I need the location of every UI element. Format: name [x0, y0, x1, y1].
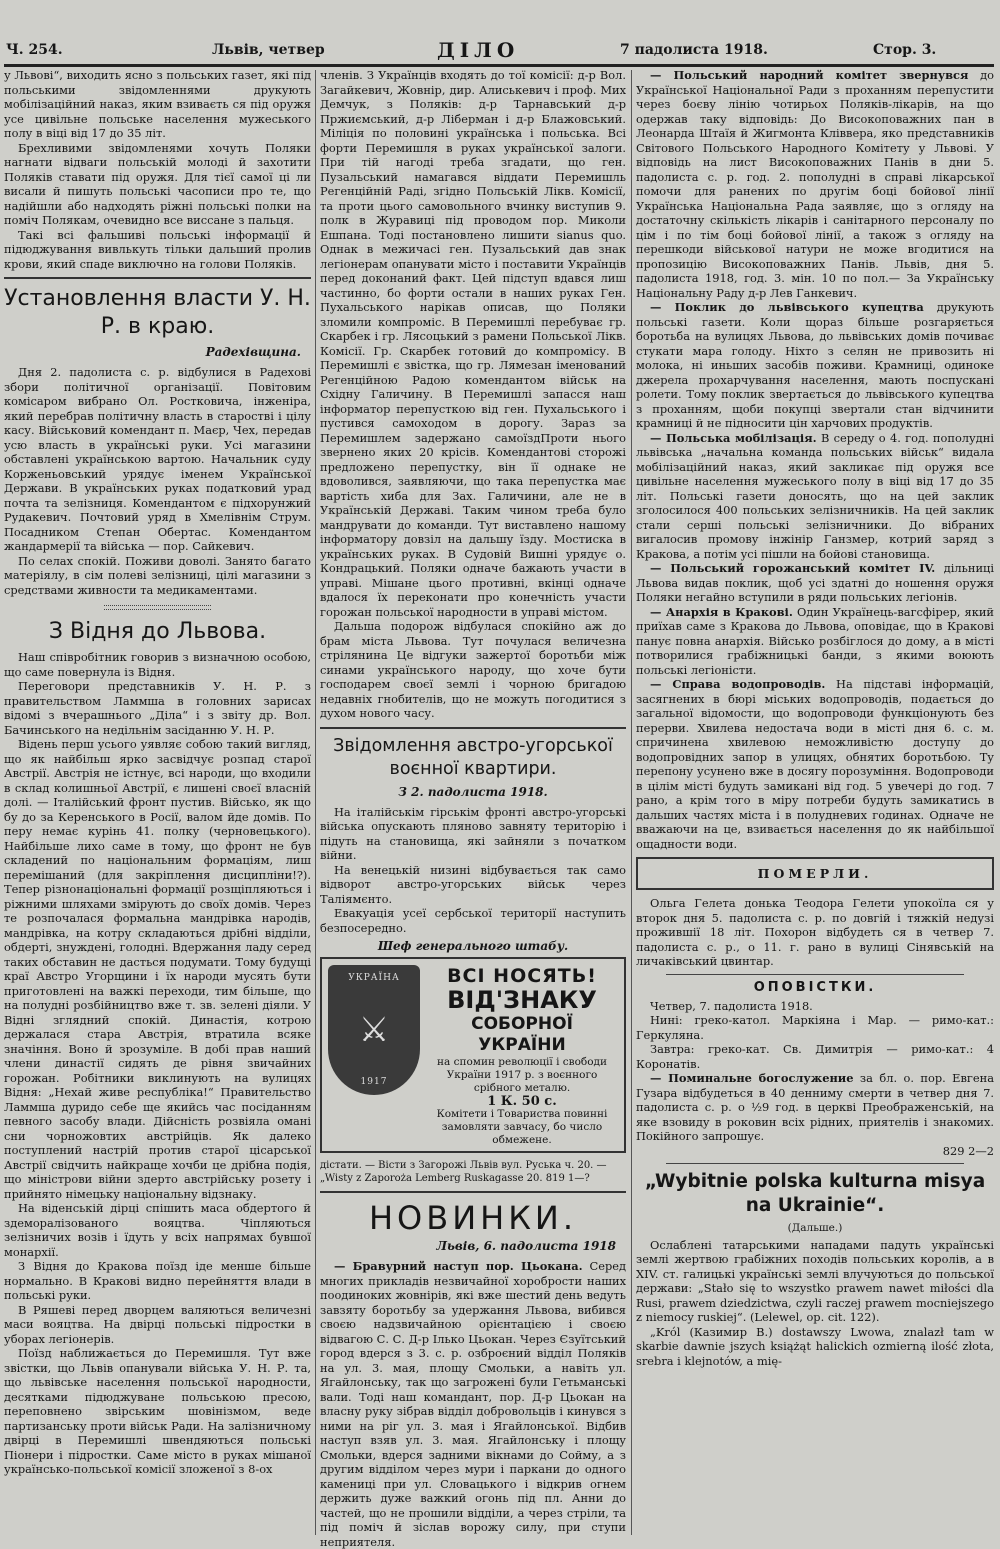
announcement-item: Нині: греко-катол. Маркіяна і Мар. — римо-кат.: Геркуляна.: [636, 1013, 994, 1042]
ad-text: [426, 965, 618, 1147]
news-item: [320, 1259, 626, 1549]
issue-number: Ч. 254.: [6, 42, 63, 58]
section-rule: [320, 727, 626, 729]
paragraph: Дня 2. падолиста с. р. відбулися в Радехові збори політичної організації. Повітовим комісаром вибрано Ол. Ростковича, інженіра, який перебрав політичну власть в старостві і цілу касу. Військовий комендант п. Маєр, Чех, передав усю власть в українські руки. Усі магазини обставлені українською вартою. Начальник суду Корженьовський урядує іменем Української Держави. В українських руках податковий урад почта та зелізниця. Комендантом є підхорунжий Рудакевич. Почтовий уряд в Хмелівнім Струм. Посадником Степан Обертас. Комендантом жандармерії та війська — пор. Сайкевич.: [4, 365, 311, 553]
news-item-text: дільниці Львова видав поклик, щоб усі здатні до ношення оружя Поляки негайно вступили в ряди польських легіонів.: [636, 561, 995, 604]
news-item-lead: — Польський народний комітет звернувся: [650, 68, 969, 82]
article-headline: Установлення власти У. Н. Р. в краю.: [4, 286, 311, 339]
ad-headline: СОБОРНОЇ УКРАЇНИ: [471, 1014, 573, 1055]
paragraph: „Król (Казимир В.) dostawszy Lwowa, znalazł tam w skarbie dawnie jszych książąt halickich ozmierną ilość złota, srebra i klejnotów, a mię-: [636, 1324, 994, 1368]
ad-price: 1 К. 50 с.: [487, 1094, 557, 1109]
newspaper-title: ДІЛО: [437, 38, 520, 62]
news-item: [636, 431, 994, 562]
masthead: [0, 0, 1000, 64]
paragraph: Переговори представників У. Н. Р. з правительством Ламмша в головних зарисах відомі з вчерашнього „Діла“ і з звіту др. Вол. Бачинського на недільнім засіданню У. Н. Р.: [4, 679, 311, 737]
news-item-lead: — Польська мобілізація.: [650, 430, 817, 445]
news-item-text: Один Українець-вагсфірер, який приїхав саме з Кракова до Львова, оповідає, що в Кракові панує повна анархія. Військо розбіглося до дому, а в місті потворилися грабіжницькі банди, з якими воюють польські легіоністи.: [636, 604, 995, 677]
city-day: Львів, четвер: [212, 42, 325, 58]
advertisement: [320, 957, 626, 1153]
obituary-text: Ольга Гелета донька Теодора Гелети упокоїла ся у второк дня 5. падолиста с. р. по довгій і тяжкій недузі прожившії 18 літ. Похорон відбудеть ся в четвер 7. падолиста с. р., о 11. г. рано в вулиці Сінявській на личаківський цвинтар.: [636, 896, 994, 968]
news-item: [636, 300, 994, 431]
news-item: [636, 605, 994, 678]
article-headline: „Wybitnie polska kulturna misya na Ukrainie“.: [644, 1170, 986, 1216]
paragraph: у Львові“, виходить ясно з польських газет, які під польськими звідомленнями друкують мобілізаційний наказ, яким взиваєть ся під оружя усе цивільне польське населення мужеського полу в віці від 17 до 35 літ.: [4, 68, 311, 140]
column-divider: [315, 70, 316, 1535]
news-item-text: друкують польські газети. Коли щораз більше розгаряється боротьба на вулицях Львова, до львівських домів почиває стукати мара голоду. Ніхто з селян не привозить ні молока, ні иньших засобів поживи. Крамниці, одиноке джерела прохарчування населення, мають поспускані ролети. Тому поклик звертається до львівського купецтва з проханням, щоби покупці звертали стан відчинити крамниці й не підносити цін харчових продуктів.: [636, 300, 994, 430]
paragraph: З Відня до Кракова поїзд іде менше більше нормально. В Кракові видно перейняття влади в польські руки.: [4, 1259, 311, 1302]
paragraph: По селах спокій. Поживи доволі. Занято багато матеріялу, в сім полеві зелізниці, цілі магазини з средствами живности та медикаментами.: [4, 553, 311, 597]
article-headline: З Відня до Львова.: [48, 619, 267, 644]
news-item-lead: — Поклик до львівського купецтва: [650, 300, 924, 314]
ornament-divider: [104, 605, 211, 610]
announcement-item: [636, 1071, 994, 1144]
announcement-text: за бл. о. пор. Евгена Гузара відбудеться в 40 денниму смерти в четвер дня 7. падолиста с. р. о ½9 год. в церкві Преображенській, на яке взовиду в роковин всіх рідних, приятелів і знакомих. Покійного запрошує.: [636, 1071, 994, 1143]
ad-description: Комітети і Товариства повинні замовляти завчасу, бо число обмежене.: [436, 1108, 608, 1146]
paragraph: В Ряшеві перед дворцем валяються величезні маси вояцтва. На двірці польські підростки в уборах легіонерів.: [4, 1302, 311, 1346]
obituary-header: ПОМЕРЛИ.: [636, 857, 994, 890]
paragraph: членів. З Українців входять до тої комісії: д-р Вол. Загайкевич, Жовнір, дир. Алиськевич і проф. Мих Демчук, з Поляків: д-р Тарнавський д-р Пржиємський, д-р Ліберман і д-р Блажовський. Міліція по половині українська і польська. Всі форти Перемишля в руках української залоги. При тій нагоді треба згадати, що ген. Пузальський намагався віддати Перемишль Регенційній Раді, згідно Польській Лікв. Комісії, та проти цього самовольного вчинку виступив 9. полк в Журавиці під проводом пор. Миколи Ешпана. Тоді постановлено лишити sianus quo. Однак в межичасі ген. Пузальський дав знак легіонерам опанувати місто і поставити Українців перед доконаний факт. Цей підступ вдався лиш частинно, бо форти остали в наших руках Ген. Пухальського нарікав описав, що Поляки зломили компроміс. В Перемишлі перебуває гр. Скарбек і гр. Лясоцький з рамени Польської Лікв. Комісії. Гр. Скарбек готовий до компромісу. В Перемишлі є звістка, що гр. Лямезан іменований Регенційною Радою комендантом військ на Східну Галичину. В Перемишлі запасся наш інформатор перепусткою від ген. Пухальського і пустився самоходом в дорогу. Зараз за Перемишлем задержано самоїздПроти нього звернено яких 20 крісів. Комендантові сторожі предложено перепустку, він її однаке не вдоволився, заявляючи, що така перепустка має вартість хиба для Зах. Галичини, але не в Українській Державі. Таким чином треба було мандрувати до команди. Тут виставлено нашому інформатору довзіл на дальшу їзду. Мостиска в українських руках. В Судовій Вишні урядує о. Кондрацький. Поляки одначе бажають участи в управі. Мішане цього противні, вкінці одначе вдалося їх переконати про конечність участи горожан польської народности в управі містом.: [320, 68, 626, 619]
news-item-text: до Української Національної Ради з проханням перепустити через боєву лінію чотирьох Поляків-лікарів, на що одержав таку відповідь: До Високоповажних пан в Леонарда Штаїя й Жигмонта Кліввера, яко представників Світового Польського Народного Комітету у Львові. У відповідь на лист Високоповажних Панів в дни 5. падолиста с. р. год. 2. пополудні в справі лікарської помочи для ранених по другім боці бойової лінії Українська Національна Рада заявляє, що з огляду на достаточну скількість лікарів і санітарного персоналу по цім і по тім боці бойової лінії, а також з огляду на перешкоди військової натури не може вгодитися на пропозицію Високоповажних Панів. Львів, дня 5. падолиста 1918, год. 3. мін. 10 по пол.— За Українську Національну Раду д-р Лев Ганкевич.: [636, 68, 994, 300]
ad-footer: „Wisty z Zaporoża Lemberg Ruskagasse 20. 819 1—?: [320, 1173, 590, 1184]
news-dateline: Львів, 6. падолиста 1918: [436, 1239, 616, 1253]
paragraph: Дальша подорож відбулася спокійно аж до брам міста Львова. Тут почулася величезна стрілянина Це відгуки зажертої боротьби між синами українського народу, що хоче бути господарем своєї землі і чорною бригадою недавніх гнобителів, що не можуть погодитися з духом нового часу.: [320, 619, 626, 720]
issue-date: 7 падолиста 1918.: [620, 42, 768, 58]
ad-headline: ВІД'ЗНАКУ: [447, 986, 597, 1014]
news-item-text: Серед многих прикладів незвичайної хоробрости наших поодиноких жовнірів, які вже шестий день ведуть завзяту боротьбу за удержання Львова, вибився своєю надзвичайною орієнтацією і своєю відвагою С. С. Д-р Ілько Цьокан. Через Єзуїтський город вдерся з 3. с. р. озброєний відділ Поляків на ул. 3. мая, площу Смольки, а навіть ул. Ягайлонську, так що загрожені були Гетьманські вали. Тоді наш командант, пор. Д-р Цьокан на власну руку зібрав відділ добровольців і кинувся з ними на ріг ул. 3. мая і Ягайлонської. Відбив наступ взяв ул. 3. мая. Ягайлонську і площу Смольки, вдерся задними вікнами до Сойму, а з другим відділом через мури і паркани до одного камениці при ул. Словацького і відкрив огнем держить дуже важкий огонь під пл. Анни до частей, що не прошили відділи, а через стріли, та під поміч й зіслав ворожу силу, при ступи неприятеля.: [320, 1259, 626, 1549]
news-item-lead: — Анархія в Кракові.: [650, 604, 793, 619]
ad-headline: ВСІ НОСЯТЬ!: [447, 965, 597, 987]
announcements-header: ОПОВІСТКИ.: [753, 979, 877, 995]
ad-description: на спомин революції і свободи України 1917 р. з воєнного срібного металю.: [437, 1056, 607, 1094]
paragraph: Поїзд наближається до Перемишля. Тут вже звістки, що Львів опанували війська У. Н. Р. та, що львівське населення польської народности, десятками підюджуване польською пресою, переповнено звірським шовінізмом, веде партизанську проти військ Ради. На залізничному двірці в Перемишлі швендяються польські Піонери і підростки. Саме місто в руках мішаної українсько-польської комісії зложеної з 8-ох: [4, 1346, 311, 1476]
paragraph: Евакуація усеї сербської території наступить безпосередно.: [320, 906, 626, 935]
article-headline: Звідомлення австро-угорської воєнної квартири.: [333, 735, 613, 779]
news-item-lead: — Бравурний наступ пор. Цьокана.: [334, 1259, 583, 1273]
paragraph: Наш співробітник говорив з визначною особою, що саме повернула із Відня.: [4, 650, 311, 679]
announcement-day: Четвер, 7. падолиста 1918.: [650, 998, 813, 1013]
news-item: [636, 68, 994, 300]
news-section-title: НОВИНКИ.: [368, 1199, 578, 1237]
news-item-lead: — Справа водопроводів.: [650, 677, 826, 691]
news-item: [636, 561, 994, 605]
column-2: [320, 68, 626, 1549]
page-number: Стор. 3.: [873, 42, 937, 58]
masthead-rule: [4, 64, 994, 67]
column-3: [636, 68, 994, 1537]
paragraph: На італійськім гірськім фронті австро-угорські війська опускають пляново завняту територію і підуть на становища, які зайняли з початком війни.: [320, 804, 626, 862]
news-item-lead: — Польський горожанський комітет IV.: [650, 561, 936, 575]
paragraph: Відень перш усього уявляє собою такий вигляд, що як найбільш ярко засвідчує розпад старої Австрії. Австрія не істнує, всі народи, що входили в склад колишньої Австрії, є лишені своєї власній долі. — Італійський фронт пустив. Військо, як що бу до за Керенського в Росії, валом йде домів. По перу немає курінь 41. полку (черновецького). Найбільше лихо саме в тому, що фронт не був складений по національним формаціям, лиш перемішаний (для закріплення дисципліни!?). Тепер різнонаціональні формації розщіпляються і ріжними шляхами змірують до своїх домів. Через те розпочалася формальна мандрівка народів, мандрівка, на котру складаються дрібні відділи, обдерті, знуждені, голодні. Вдержання ладу серед таких обставин не дасться подумати. Тому будущі краї Австро Угорщини і їх народи мусять бути приготовлені на важкі переходи, тим більше, що на полудні розбійництво вже т. зв. зелені діяли. У Відні зглядний спокій. Династія, котрою держалася стара Австрія, втратила всяке значіння. Воно й зрозуміле. В добі прав наший члени династії сидять де рівня звичайних горожан. Робітники виклинують на вулицях Відня: „Нехай живе республіка!“ Правительство Ламмша дуридо себе ще якийсь час посіданням певного засобу влади. Дійсність розвіяла омані сни чорножовтих австрійців. Як далеко поступлений настрій против старої цісарської Австрії свідчить найкраще хочби це дрібна подія, що міністрови війни здерто австрійську розету і прийнято німецьку національну відзнаку.: [4, 737, 311, 1201]
announcement-lead: — Поминальне богослужение: [650, 1071, 854, 1085]
section-rule: [320, 1191, 626, 1193]
section-rule: [666, 974, 964, 975]
signature: Шеф генерального штабу.: [377, 939, 569, 953]
article-dateline: З 2. падолиста 1918.: [398, 784, 548, 799]
news-item-text: В середу о 4. год. пополудні львівська „начальна команда польських військ“ видала мобілізаційний наказ, який закликає під оружя все цивільне населення мужеського полу в віці від 17 до 35 літ. Польські газети доносять, що на цей заклик зголосилося 400 польських зелізничників. На цей заклик стали серші польські зелізничники. До вібраних вигалосив промову інжінір Ганзмер, котрий заряд з Кракова, а потім усі пішли на бойові становища.: [636, 430, 994, 561]
news-item: [636, 677, 994, 851]
announcement-item: Завтра: греко-кат. Св. Димитрія — римо-кат.: 4 Коронатів.: [636, 1042, 994, 1071]
paragraph: Ослаблені татарськими нападами падуть українські землі жертвою грабіжних походів польських королів, а в XIV. ст. галицькі українські землі влучуються до польської держави: „Stało się to wszystko prawem nawet miłości dla Rusi, prawem dziedzictwa, czyli raczej prawem mocniejszego z niemocy ruskiej“. (Lelewel, op. cit. 122).: [636, 1237, 994, 1324]
paragraph: На віденській дірці спішить маса обдертого й здеморалізованого вояцтва. Чіпляються зелізничих возів і їдуть у всіх напрямах бувшої монархії.: [4, 1201, 311, 1259]
news-item-text: На підставі інформацій, засягнених в бюрі міських водопроводів, подається до загальної відомости, що водопроводи функціонують без перерви. Хвилева недостача води в місті дня 6. с. м. спричинена хвилевою неможливістю доступу до водопровідних запор в улицях, обнятих боротьбою. Ту перепону усунено вже в досягу порозуміння. Водопроводи в цілім місті будуть замикані від год. 5 увечері до год. 7 рано, а крім того в міру потреби будуть замикатись в дальших частях міста і в полудневих годинах. Одначе не вважаючи на це, взивається населення до як найбільшої ощадности води.: [636, 677, 995, 851]
shield-emblem-icon: [328, 965, 420, 1095]
column-divider: [631, 70, 632, 1535]
article-dateline: Радехівщина.: [205, 345, 301, 359]
emblem-year: 1917: [360, 1077, 388, 1087]
section-rule: [666, 1163, 964, 1164]
article-continued: (Дальше.): [787, 1221, 843, 1234]
column-1: [4, 68, 311, 1537]
ad-footer: дістати. — Вісти з Загорожі Львів вул. Руська ч. 20. —: [320, 1160, 607, 1171]
trident-icon: ⚔: [358, 1010, 390, 1050]
emblem-label: УКРАЇНА: [348, 973, 400, 983]
paragraph: На венецькій низині відбувається так само відворот австро-угорських військ через Таліямєнто.: [320, 862, 626, 906]
announcement-number: 829 2—2: [942, 1143, 994, 1158]
paragraph: Такі всі фальшиві польські інформації й підюджування вивлькуть тільки дальший пролив крови, який спаде виключно на голови Поляків.: [4, 227, 311, 271]
section-rule: [4, 277, 311, 279]
paragraph: Брехливими звідомленями хочуть Поляки нагнати відваги польській молоді й захотити Поляків ставати під оружя. Для тієї самої ці ли висали й пишуть польські часописи про те, що надійшли або надходять ріжні польські полки на поміч Полякам, очевидно все виссане з пальця.: [4, 140, 311, 227]
